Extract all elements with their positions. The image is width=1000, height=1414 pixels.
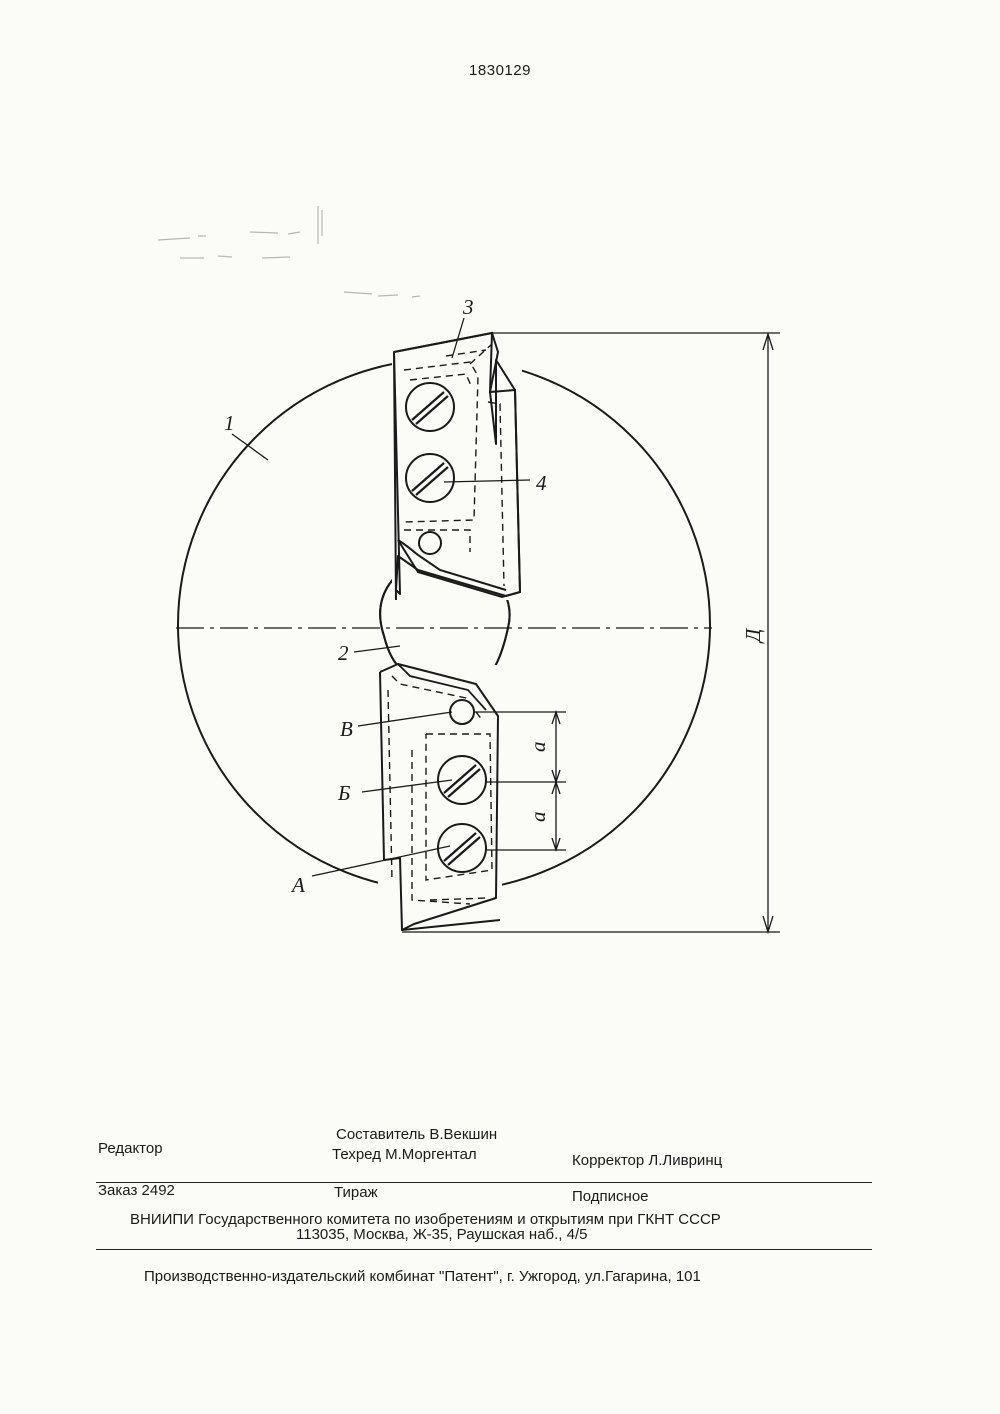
label-point-b: Б [338,781,351,805]
lower-pin-hole-v [450,700,474,724]
scan-artifacts [158,206,420,297]
label-dim-diameter: Д [741,628,765,642]
compiler: Составитель В.Векшин [336,1126,498,1143]
techred: Техред М.Моргентал [332,1146,477,1163]
rule-bottom [96,1249,872,1250]
label-part-2: 2 [338,641,349,665]
circulation: Тираж [334,1184,378,1201]
label-dim-a-lower: a [526,811,550,822]
lower-screw-a [438,824,486,872]
lower-screw-b [438,756,486,804]
upper-screw-1 [406,383,454,431]
subscription: Подписное [572,1188,649,1205]
publisher: Производственно-издательский комбинат "Патент", г. Ужгород, ул.Гагарина, 101 [144,1268,701,1285]
address: 113035, Москва, Ж-35, Раушская наб., 4/5 [296,1226,588,1243]
label-point-a: А [292,873,305,897]
label-dim-a-upper: a [526,741,550,752]
rule-top [96,1182,872,1183]
label-point-v: В [340,717,353,741]
label-part-4: 4 [536,471,547,495]
organization: ВНИИПИ Государственного комитета по изобретениям и открытиям при ГКНТ СССР [130,1211,721,1228]
label-part-3: 3 [463,295,474,319]
upper-screw-2 [406,454,454,502]
patent-number: 1830129 [469,62,531,79]
corrector: Корректор Л.Ливринц [572,1152,723,1169]
lower-cutter-holder [378,664,502,930]
order-number: Заказ 2492 [98,1182,175,1199]
upper-pin-hole [419,532,441,554]
label-part-1: 1 [224,411,235,435]
editor-label: Редактор [98,1140,163,1157]
